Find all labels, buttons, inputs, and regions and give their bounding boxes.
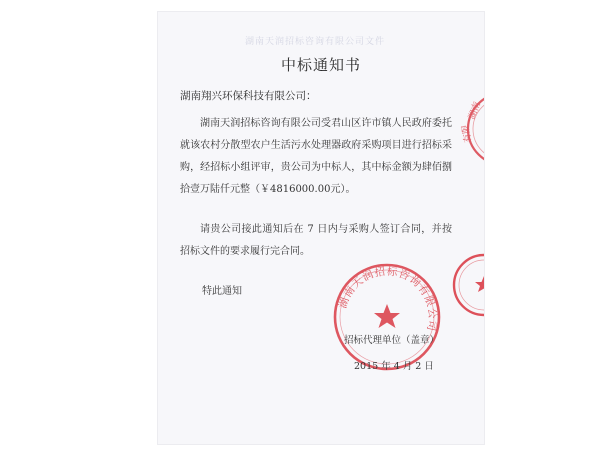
issue-date: 2015 年 4 月 2 日	[354, 361, 434, 372]
svg-text:湖南天润招标咨询有限公司	[336, 265, 438, 333]
body-paragraph-contract: 请贵公司接此通知后在 7 日内与采购人签订合同，并按招标文件的要求履行完合同。	[180, 224, 452, 257]
document-header: 湖南天润招标咨询有限公司文件	[244, 37, 385, 47]
body-paragraph-award: 湖南天润招标咨询有限公司受君山区许市镇人民政府委托就该农村分散型农户生活污水处理器政府采购项目进行招标采购，经招标小组评审，贵公司为中标人，其中标金额为肆佰捌拾壹万陆仟元整（￥4816000.00元）。	[180, 118, 452, 195]
closing-remark: 特此通知	[202, 286, 242, 297]
document-page	[158, 12, 484, 444]
partial-seal-stamp	[444, 250, 484, 320]
svg-text:有限: 有限	[460, 123, 474, 144]
signer-line: 招标代理单位（盖章）	[344, 335, 440, 346]
addressee: 湖南翔兴环保科技有限公司：	[180, 90, 317, 102]
edge-seal-stamp	[456, 90, 484, 168]
svg-text:湖南: 湖南	[467, 100, 483, 122]
page-title: 中标通知书	[280, 56, 361, 74]
seal-ring-text: 湖南天润招标咨询有限公司	[336, 265, 439, 333]
